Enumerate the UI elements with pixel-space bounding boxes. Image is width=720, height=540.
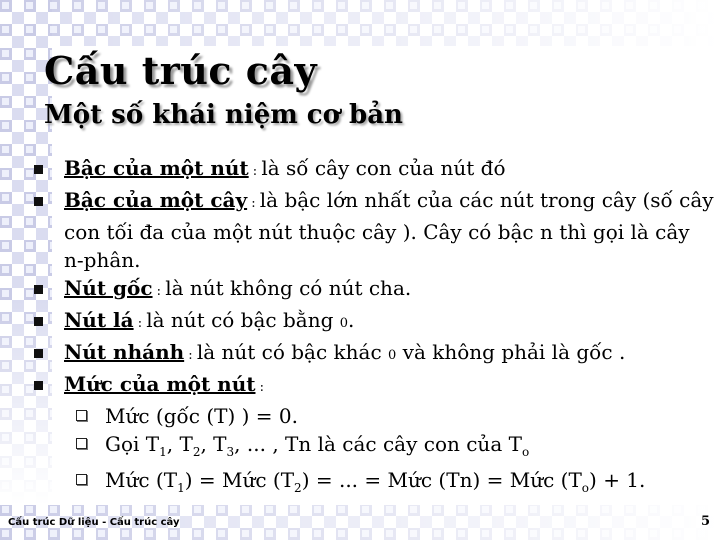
sub-item-text: , T: [166, 432, 193, 456]
value-text: 0: [339, 316, 349, 331]
square-bullet-icon: [34, 349, 43, 358]
definition-text: là nút có bậc bằng: [146, 308, 334, 332]
separator: :: [152, 284, 166, 299]
definition-text: là số cây con của nút đó: [261, 156, 506, 180]
subscript: 3: [226, 445, 235, 459]
term-label: Bậc của một nút: [64, 156, 249, 180]
checkbox-bullet-icon: [76, 438, 87, 449]
term-label: Bậc của một cây: [64, 188, 248, 212]
sub-item-text: ) + 1.: [589, 468, 646, 492]
list-item: [34, 306, 714, 338]
definition-text: là nút có bậc khác: [196, 340, 382, 364]
sub-item-text: , ... , Tn là các cây con của T: [234, 432, 522, 456]
term-label: Nút nhánh: [64, 340, 185, 364]
square-bullet-icon: [34, 165, 43, 174]
subscript: o: [521, 445, 530, 459]
term-label: Nút gốc: [64, 276, 153, 300]
footer-course-title: Cấu trúc Dữ liệu - Cấu trúc cây: [8, 517, 180, 528]
square-bullet-icon: [34, 285, 43, 294]
subscript: 1: [159, 445, 167, 459]
checkbox-bullet-icon: [76, 410, 87, 421]
subscript: o: [581, 481, 590, 495]
list-item: [34, 186, 714, 274]
subscript: 1: [177, 481, 185, 495]
separator: :: [255, 380, 264, 395]
sub-item-text: , T: [200, 432, 227, 456]
separator: :: [247, 196, 260, 211]
definition-text: là nút không có nút cha.: [165, 276, 412, 300]
list-item: [34, 338, 714, 370]
term-label: Nút lá: [64, 308, 134, 332]
list-item: [34, 274, 714, 306]
slide-title: Cấu trúc cây: [44, 48, 318, 93]
separator: :: [184, 348, 197, 363]
square-bullet-icon: [34, 197, 43, 206]
trailing-text: .: [348, 308, 355, 332]
square-bullet-icon: [34, 317, 43, 326]
page-number: 5: [700, 514, 710, 529]
list-item: [34, 370, 714, 402]
separator: :: [133, 316, 147, 331]
sub-list-item: [34, 430, 714, 466]
subscript: 2: [294, 481, 302, 495]
sub-list-item: [34, 402, 714, 430]
sub-item-text: Gọi T: [105, 432, 160, 456]
sub-list-item: [34, 466, 714, 502]
list-item: [34, 154, 714, 186]
value-text: 0: [388, 348, 397, 363]
sub-item-text: ) = ... = Mức (Tn) = Mức (T: [301, 468, 582, 492]
bullet-list: [34, 154, 714, 502]
separator: :: [248, 164, 262, 179]
subscript: 2: [192, 445, 201, 459]
definition-text: là bậc lớn nhất của các nút trong cây (số cây con tối đa của một nút thuộc cây ). Cây có bậc n thì gọi là cây n-phân.: [64, 188, 714, 272]
sub-item-text: Mức (gốc (T) ) = 0.: [105, 404, 298, 428]
checkbox-bullet-icon: [76, 474, 87, 485]
trailing-text: và không phải là gốc .: [396, 340, 626, 364]
slide-subtitle: Một số khái niệm cơ bản: [44, 100, 403, 130]
square-bullet-icon: [34, 381, 43, 390]
term-label: Mức của một nút: [64, 372, 256, 396]
sub-item-text: ) = Mức (T: [184, 468, 295, 492]
sub-item-text: Mức (T: [105, 468, 178, 492]
